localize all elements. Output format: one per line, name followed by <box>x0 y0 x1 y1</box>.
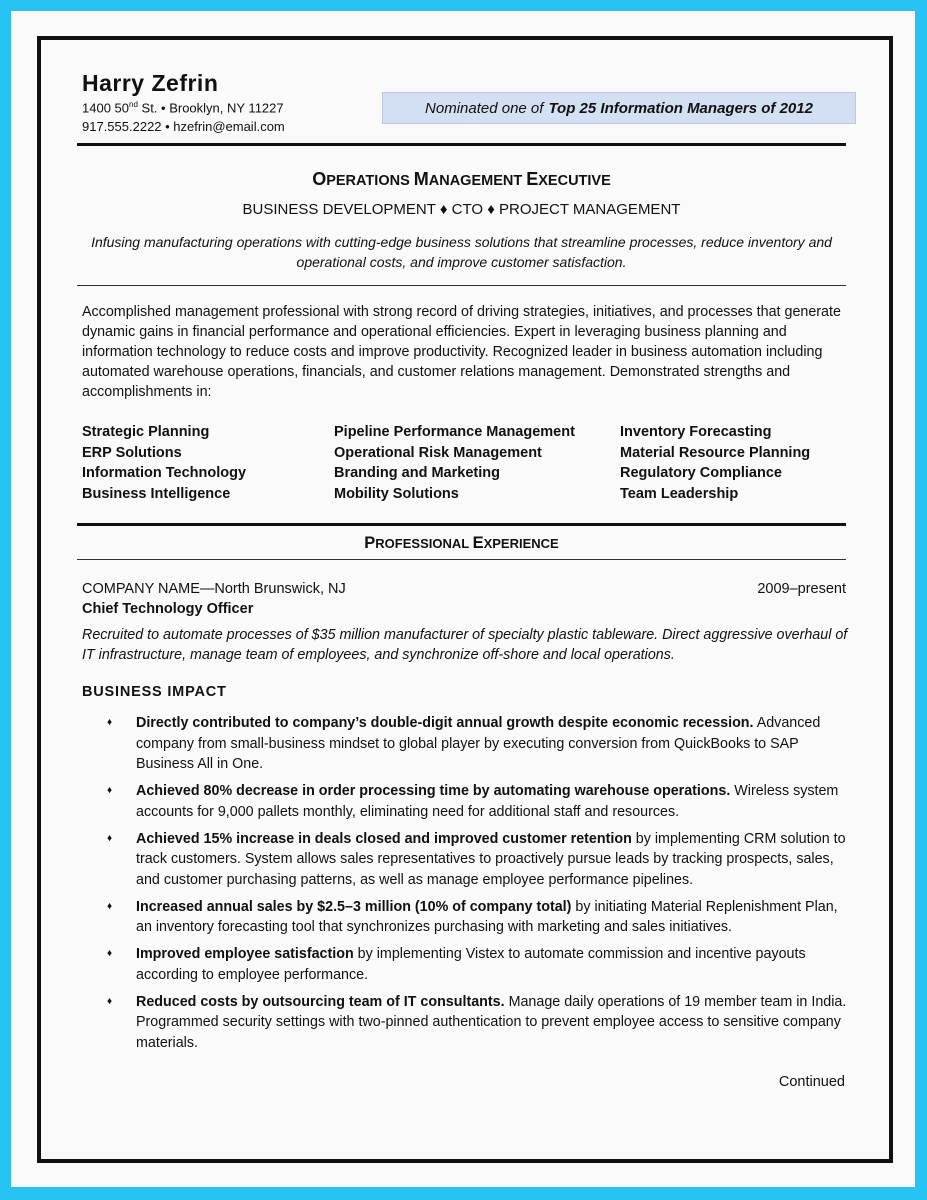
bullet-highlight: Increased annual sales by $2.5–3 million (10% of company total) <box>136 898 572 915</box>
bullet-detail: Advanced company from small-business mindset to global player by executing conversion from QuickBooks to SAP Business All in One. <box>136 715 821 772</box>
skill-item: Strategic Planning <box>82 424 210 440</box>
skills-grid <box>82 422 846 504</box>
experience-bottom-divider <box>77 559 846 560</box>
skills-column-2 <box>334 422 620 504</box>
headline-word-2-rest: ANAGEMENT <box>428 173 527 189</box>
skill-item: Business Intelligence <box>82 485 231 502</box>
headline-word-1-cap: O <box>312 169 327 189</box>
skills-column-3 <box>620 422 846 504</box>
section-title-cap-2: E <box>472 534 484 552</box>
professional-summary: Accomplished management professional with strong record of driving strategies, initiatives, and processes that generate dynamic gains in financial performance and operational efficiencies. Expert in leveraging business planning and information technology to reduce costs and improve productivity. Recognized leader in business automation including automated warehouse operations, financials, and customer relations management. Demonstrated strengths and accomplishments in: <box>82 304 841 400</box>
address <box>82 100 284 115</box>
headline-word-3-rest: XECUTIVE <box>538 173 611 189</box>
impact-bullet-list <box>107 713 849 1060</box>
header-divider <box>77 143 846 146</box>
tagline-divider <box>77 285 846 286</box>
headline-word-1-rest: PERATIONS <box>326 173 414 189</box>
headline-subtitle: BUSINESS DEVELOPMENT ♦ CTO ♦ PROJECT MANAGEMENT <box>242 201 681 218</box>
headline-title <box>77 169 846 190</box>
job-header <box>82 581 846 597</box>
diamond-bullet-icon: ♦ <box>107 900 113 912</box>
skill-item: Branding and Marketing <box>334 465 500 481</box>
impact-bullet <box>107 829 849 891</box>
skills-column-1 <box>82 422 334 504</box>
bullet-highlight: Improved employee satisfaction <box>136 946 354 962</box>
skill-item: Team Leadership <box>620 485 739 502</box>
address-ordinal: nd <box>129 100 138 109</box>
skill-item: ERP Solutions <box>82 444 182 461</box>
section-title-cap-1: P <box>364 534 376 552</box>
continued-label: Continued <box>778 1074 845 1090</box>
diamond-bullet-icon: ♦ <box>107 785 113 796</box>
phone-email: 917.555.2222 • hzefrin@email.com <box>82 119 285 134</box>
impact-bullet <box>107 944 849 985</box>
bullet-detail: by implementing Vistex to automate commission and incentive payouts according to employee performance. <box>136 946 806 983</box>
skill-item: Regulatory Compliance <box>620 465 782 481</box>
diamond-bullet-icon: ♦ <box>107 995 113 1007</box>
impact-bullet <box>107 713 849 775</box>
job-dates: 2009–present <box>757 581 846 597</box>
bullet-highlight: Achieved 15% increase in deals closed and improved customer retention <box>136 830 632 847</box>
section-title-rest-1: ROFESSIONAL <box>375 536 473 551</box>
bullet-highlight: Achieved 80% decrease in order processing time by automating warehouse operations. <box>136 783 731 799</box>
job-description: Recruited to automate processes of $35 million manufacturer of specialty plastic tableware. Direct aggressive overhaul of IT infrastructure, manage team of employees, and synchronize off-shore and local operations. <box>82 627 848 663</box>
bullet-detail: by initiating Material Replenishment Plan, an inventory forecasting tool that synchronizes purchasing with marketing and sales initiatives. <box>136 898 838 935</box>
bullet-detail: by implementing CRM solution to track customers. System allows sales representatives to proactively pursue leads by tracking prospects, sales, and customer purchasing patterns, as well as manage employee performance pipelines. <box>136 830 846 888</box>
diamond-bullet-icon: ♦ <box>107 832 113 844</box>
bullet-highlight: Reduced costs by outsourcing team of IT consultants. <box>136 993 505 1010</box>
skill-item: Inventory Forecasting <box>620 424 772 440</box>
section-title-experience <box>77 534 846 553</box>
skill-item: Information Technology <box>82 465 247 481</box>
diamond-bullet-icon: ♦ <box>107 948 113 959</box>
award-banner <box>382 92 856 124</box>
headline-tagline: Infusing manufacturing operations with cutting-edge business solutions that streamline processes, reduce inventory and operational costs, and improve customer satisfaction. <box>91 234 832 270</box>
address-street-number: 1400 50 <box>82 100 129 116</box>
skill-item: Pipeline Performance Management <box>334 424 575 440</box>
skill-item: Material Resource Planning <box>620 444 811 461</box>
skill-item: Operational Risk Management <box>334 444 542 461</box>
skill-item: Mobility Solutions <box>334 485 459 502</box>
business-impact-heading: BUSINESS IMPACT <box>82 684 227 700</box>
impact-bullet <box>107 781 849 822</box>
impact-bullet <box>107 992 849 1054</box>
diamond-bullet-icon: ♦ <box>107 717 113 728</box>
address-rest: St. • Brooklyn, NY 11227 <box>137 100 284 116</box>
bullet-detail: Wireless system accounts for 9,000 pallets monthly, eliminating need for additional staff and resources. <box>136 783 839 820</box>
award-prefix: Nominated one of <box>425 99 544 117</box>
experience-top-divider <box>77 523 846 526</box>
bullet-detail: Manage daily operations of 19 member team in India. Programmed security settings with two-pinned authentication to prevent employee access to sensitive company materials. <box>136 993 847 1051</box>
impact-bullet <box>107 897 849 938</box>
company-name: COMPANY NAME—North Brunswick, NJ <box>82 581 346 597</box>
headline-word-2-cap: M <box>413 169 429 189</box>
job-title: Chief Technology Officer <box>82 601 254 617</box>
bullet-highlight: Directly contributed to company’s double-digit annual growth despite economic recession. <box>136 715 754 731</box>
award-title: Top 25 Information Managers of 2012 <box>548 99 813 117</box>
candidate-name: Harry Zefrin <box>82 70 219 96</box>
headline-word-3-cap: E <box>526 169 539 189</box>
section-title-rest-2: XPERIENCE <box>483 536 559 551</box>
